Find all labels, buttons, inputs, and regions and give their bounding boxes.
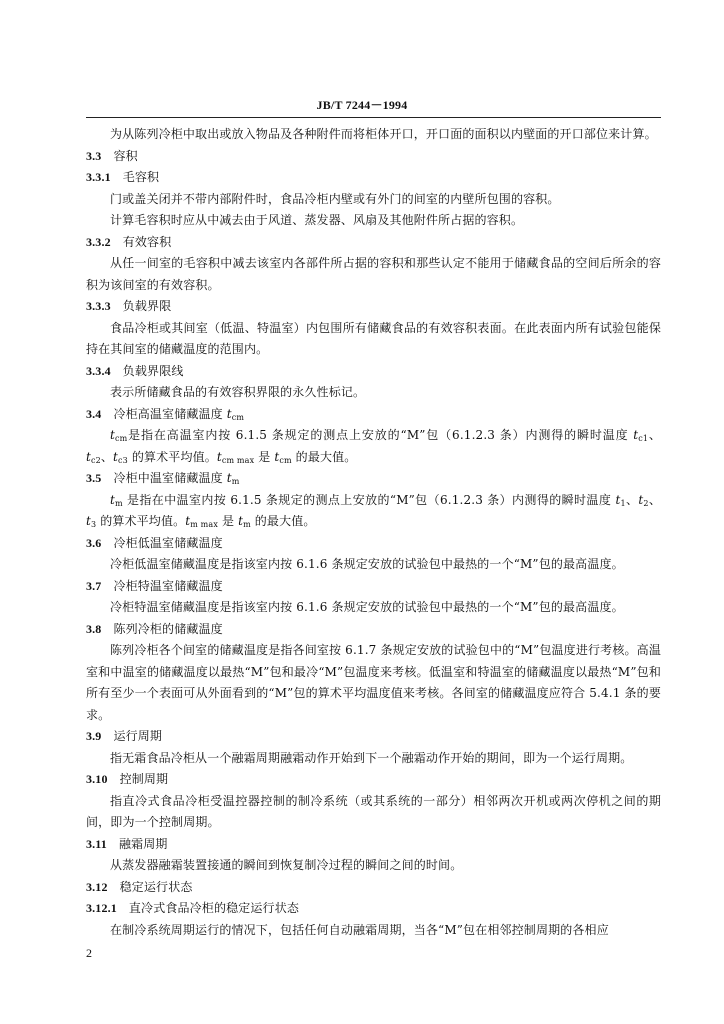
section-heading [86,619,661,641]
math-variable [86,450,101,464]
text-run: 指无霜食品冷柜从一个融霜周期融霜动作开始到下一个融霜动作开始的期间，即为一个运行周期。 [110,750,633,765]
text-run: 是 [217,514,239,528]
text-run: 是指在高温室内按 6.1.5 条规定的测点上安放的“M”包（6.1.2.3 条）内测得的瞬时温度 [127,428,634,442]
section-number: 3.9 [86,729,102,743]
section-heading [86,834,661,856]
page-number: 2 [86,946,92,960]
variable-symbol: t [110,492,115,507]
text-run: 在制冷系统周期运行的情况下，包括任何自动融霜周期，当各“M”包在相邻控制周期的各相应 [110,922,609,937]
section-heading [86,769,661,791]
section-title: 毛容积 [122,170,160,184]
section-number: 3.5 [86,471,102,485]
math-variable [633,428,648,442]
section-number: 3.12 [86,879,108,894]
variable-symbol: t [226,471,232,485]
paragraph [86,748,661,770]
section-title: 控制周期 [119,772,169,786]
math-variable [274,450,291,464]
math-variable [638,493,648,507]
text-run: 是指在中温室内按 6.1.5 条规定的测点上安放的“M”包（6.1.2.3 条）内测得的瞬时温度 [122,492,616,507]
variable-subscript: c2 [90,455,101,465]
section-heading [86,898,661,920]
section-heading [86,167,661,189]
variable-subscript: cm [279,455,292,465]
variable-subscript: 3 [90,520,97,529]
text-run: 从任一间室的毛容积中减去该室内各部件所占据的容积和那些认定不能用于储藏食品的空间后所余的容积为该间室的有效容积。 [86,256,661,292]
text-run: 冷柜低温室储藏温度是指该室内按 6.1.6 条规定安放的试验包中最热的一个“M”包的最高温度。 [110,557,624,571]
section-number: 3.3.3 [86,299,111,313]
text-run: 、 [625,492,639,507]
variable-symbol: t [86,449,91,464]
section-title: 容积 [113,148,138,163]
text-run: 门或盖关闭并不带内部附件时，食品冷柜内壁或有外门的间室的内壁所包围的容积。 [110,191,560,206]
math-variable [217,450,254,464]
section-number: 3.11 [86,836,107,851]
math-variable [110,493,123,507]
section-title: 稳定运行状态 [119,879,193,894]
variable-symbol: t [226,406,232,421]
text-run: 的算术平均值。 [127,449,217,464]
document-body [86,124,661,941]
variable-subscript: 2 [643,498,649,508]
paragraph [86,597,661,619]
text-run: 表示所储藏食品的有效容积界限的永久性标记。 [110,385,366,399]
variable-symbol: t [238,514,244,528]
section-heading [86,361,661,383]
variable-subscript: 1 [620,498,626,508]
section-title: 负载界限线 [122,363,184,378]
variable-subscript: cm [231,412,245,422]
text-run: 是 [254,449,275,464]
paragraph [86,640,661,726]
text-run: 、 [100,449,114,464]
text-run: 为从陈列冷柜中取出或放入物品及各种附件而将柜体开口，开口面的面积以内壁面的开口部位来计算。 [110,127,657,141]
math-variable [110,428,127,442]
math-variable [113,450,128,464]
text-run: 、 [648,492,661,507]
section-heading [86,576,661,598]
section-number: 3.7 [86,578,102,593]
text-run: 、 [648,428,662,442]
text-run: 食品冷柜或其间室（低温、特温室）内包围所有储藏食品的有效容积表面。在此表面内所有试验包能保持在其间室的储藏温度的范围内。 [86,320,661,356]
section-number: 3.8 [86,621,102,636]
math-variable [615,493,625,507]
section-number: 3.3.1 [86,170,111,184]
variable-subscript: c1 [638,434,649,443]
paragraph [86,920,661,942]
section-title: 融霜周期 [118,836,168,851]
section-heading [86,146,661,168]
section-title: 陈列冷柜的储藏温度 [113,621,223,636]
paragraph [86,253,661,296]
section-heading [86,533,661,555]
section-number: 3.3.4 [86,363,111,378]
paragraph [86,318,661,361]
variable-symbol: t [185,514,191,528]
paragraph [86,554,661,576]
section-title: 冷柜低温室储藏温度 [113,535,223,550]
paragraph [86,382,661,404]
math-variable [227,407,244,421]
text-run: 计算毛容积时应从中减去由于风道、蒸发器、风扇及其他附件所占据的容积。 [110,213,524,227]
variable-subscript: cm [114,434,128,443]
variable-symbol: t [216,449,222,464]
variable-symbol: t [110,428,115,442]
math-variable [185,514,218,528]
variable-symbol: t [638,492,644,507]
math-variable [86,514,96,528]
paragraph [86,425,661,468]
paragraph [86,490,661,533]
paragraph [86,855,661,877]
section-heading [86,232,661,254]
section-number: 3.3 [86,148,102,163]
section-heading [86,404,661,426]
text-run: 的最大值。 [291,449,357,464]
section-title: 冷柜高温室储藏温度 [113,406,223,421]
variable-symbol: t [633,428,639,442]
section-heading [86,468,661,490]
paragraph [86,791,661,834]
standard-code-header: JB/T 7244－1994 [316,98,408,112]
text-run: 指直冷式食品冷柜受温控器控制的制冷系统（或其系统的一部分）相邻两次开机或两次停机之间的期间，即为一个控制周期。 [86,793,661,829]
math-variable [238,514,251,528]
section-number: 3.3.2 [86,234,111,249]
text-run: 冷柜特温室储藏温度是指该室内按 6.1.6 条规定安放的试验包中最热的一个“M”包的最高温度。 [110,600,624,614]
variable-subscript: m [114,498,123,508]
paragraph [86,189,661,211]
variable-subscript: m [231,477,240,486]
math-variable [227,471,240,485]
section-title: 直冷式食品冷柜的稳定运行状态 [128,901,300,915]
variable-symbol: t [615,492,621,507]
paragraph [86,124,661,146]
variable-symbol: t [274,449,280,464]
paragraph [86,210,661,232]
section-title: 冷柜特温室储藏温度 [113,578,223,593]
text-run: 从蒸发器融霜装置接通的瞬间到恢复制冷过程的瞬间之间的时间。 [110,858,463,872]
variable-subscript: cm max [221,455,255,465]
section-number: 3.12.1 [86,901,117,915]
variable-symbol: t [113,449,118,464]
text-run: 的最大值。 [250,514,316,528]
text-run: 陈列冷柜各个间室的储藏温度是指各间室按 6.1.7 条规定安放的试验包中的“M”包温度进行考核。高温室和中温室的储藏温度以最热“M”包和最冷“M”包温度来考核。低温室和特温室的储藏温度以最热“M”包和所有至少一个表面可从外面看到的“M”包的算术平均温度值来考核。各间室的储藏温度应符合 5.4.1 条的要求。 [86,643,661,722]
section-number: 3.10 [86,772,108,786]
variable-subscript: m max [190,520,218,529]
variable-symbol: t [86,514,91,528]
section-title: 运行周期 [113,729,163,743]
section-heading [86,877,661,899]
section-title: 有效容积 [122,234,172,249]
variable-subscript: c3 [118,455,128,465]
section-heading [86,296,661,318]
text-run: 的算术平均值。 [96,514,186,528]
section-title: 冷柜中温室储藏温度 [113,471,223,485]
variable-subscript: m [243,520,251,529]
section-number: 3.6 [86,535,102,550]
section-title: 负载界限 [122,299,172,313]
section-number: 3.4 [86,406,102,421]
section-heading [86,726,661,748]
header-rule [86,117,661,118]
